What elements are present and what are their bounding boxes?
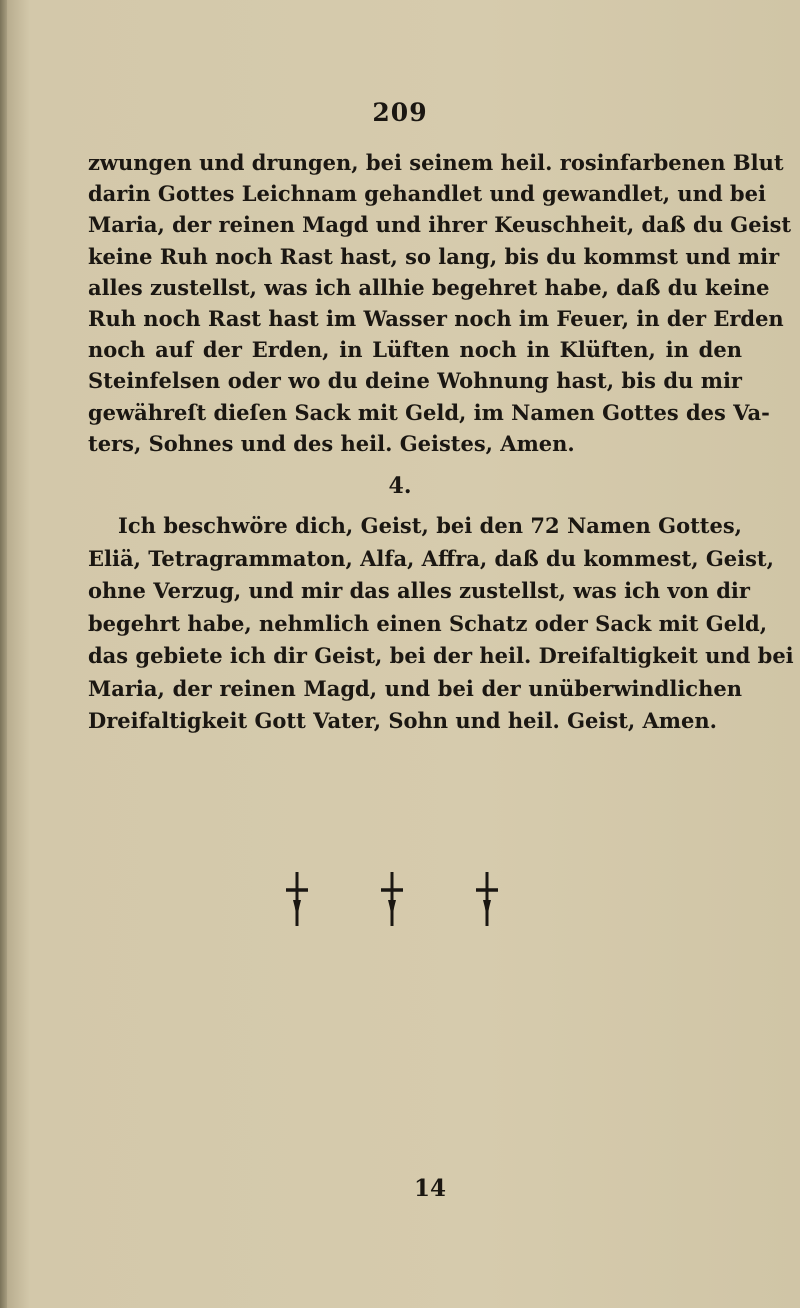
text-line: Maria, der reinen Magd und ihrer Keuschheit, daß du Geist [88,212,792,238]
text-line: ters, Sohnes und des heil. Geistes, Amen. [88,430,575,456]
paragraph-1 [88,147,792,459]
cross-icon [377,870,407,930]
text-line: gewähreſt dieſen Sack mit Geld, im Namen Gottes des Va- [88,399,770,425]
text-line: das gebiete ich dir Geist, bei der heil. Dreifaltigkeit und bei [88,643,794,668]
page-number: 209 [372,98,428,127]
text-line: Ich beschwöre dich, Geist, bei den 72 Namen Gottes, [118,513,742,538]
text-line: ohne Verzug, und mir das alles zustellst, was ich von dir [88,578,750,603]
text-line: darin Gottes Leichnam gehandlet und gewandlet, und bei [88,181,766,207]
section-number: 4. [388,473,412,499]
text-line: noch auf der Erden, in Lüften noch in Klüften, in den [88,337,742,363]
text-line: Ruh noch Rast hast im Wasser noch im Feuer, in der Erden [88,305,784,331]
page-edge [0,0,7,1308]
text-line: Dreifaltigkeit Gott Vater, Sohn und heil. Geist, Amen. [88,708,717,733]
text-line: begehrt habe, nehmlich einen Schatz oder Sack mit Geld, [88,610,768,636]
text-line: Steinfelsen oder wo du deine Wohnung hast, bis du mir [88,368,742,394]
text-line: zwungen und drungen, bei seinem heil. rosinfarbenen Blut [88,150,784,175]
text-line: Maria, der reinen Magd, und bei der unüberwindlichen [88,675,742,701]
cross-icon [472,870,502,930]
text-line: alles zustellst, was ich allhie begehret habe, daß du keine [88,274,770,300]
signature-mark: 14 [413,1175,446,1202]
cross-ornaments [282,870,502,930]
paragraph-2 [88,510,794,738]
text-line: keine Ruh noch Rast hast, so lang, bis du kommst und mir [88,243,780,269]
cross-icon [282,870,312,930]
text-line: Eliä, Tetragrammaton, Alfa, Affra, daß du kommest, Geist, [88,545,774,571]
